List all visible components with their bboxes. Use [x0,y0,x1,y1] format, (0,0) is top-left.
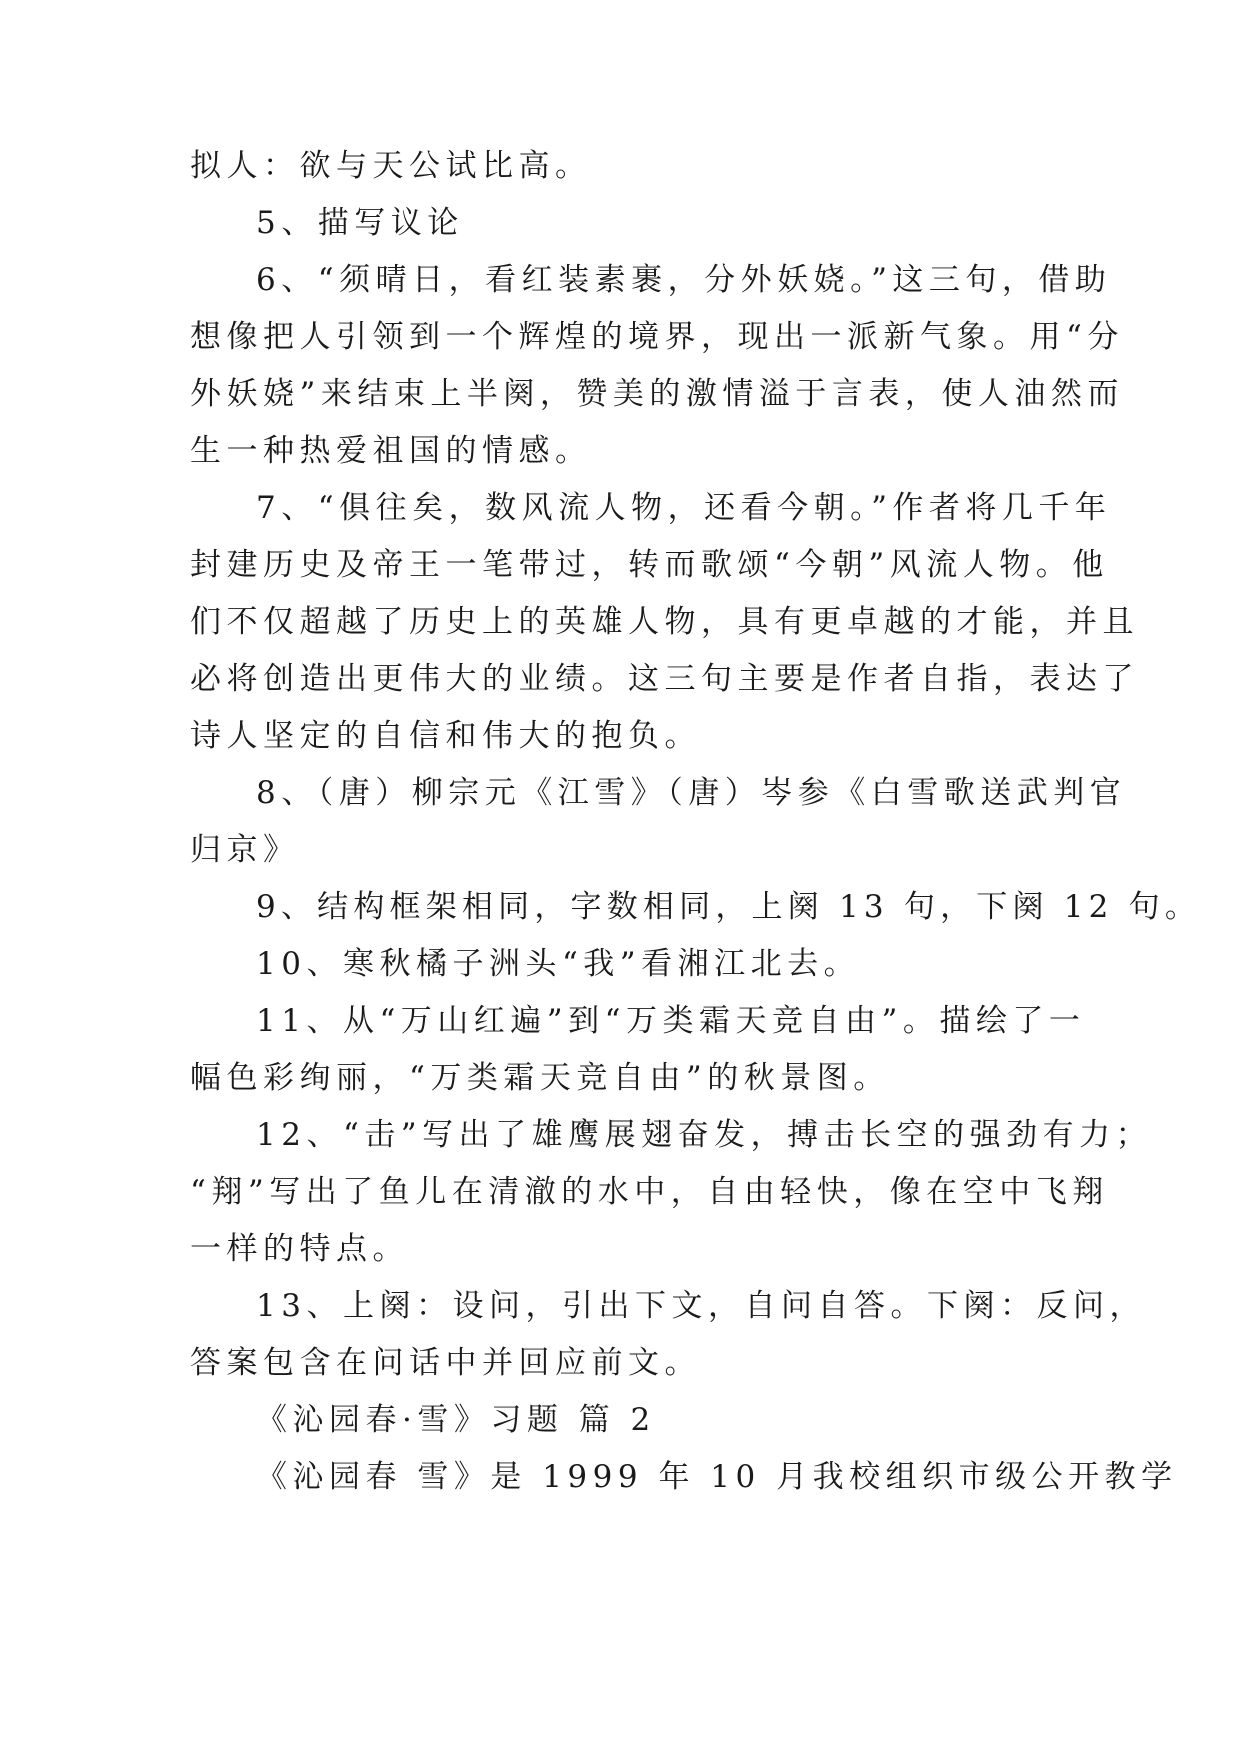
text-line: 9、结构框架相同，字数相同，上阕 13 句，下阕 12 句。 [256,889,1202,925]
text-line: 13、上阕：设问，引出下文，自问自答。下阕：反问， [256,1288,1146,1324]
text-line: 拟人：欲与天公试比高。 [190,148,592,184]
section-heading: 《沁园春·雪》习题 篇 2 [256,1402,656,1438]
text-line: 《沁园春 雪》是 1999 年 10 月我校组织市级公开教学 [256,1459,1178,1495]
text-line: 答案包含在问话中并回应前文。 [190,1345,701,1381]
text-line: 想像把人引领到一个辉煌的境界，现出一派新气象。用“分 [190,319,1124,355]
text-line: 10、寒秋橘子洲头“我”看湘江北去。 [256,946,861,982]
text-line: 6、“须晴日，看红装素裹，分外妖娆。”这三句，借助 [256,262,1112,298]
text-line: 归京》 [190,832,300,868]
text-line: 幅色彩绚丽，“万类霜天竞自由”的秋景图。 [190,1060,890,1096]
text-line: 7、“俱往矣，数风流人物，还看今朝。”作者将几千年 [256,490,1112,526]
text-line: 一样的特点。 [190,1231,409,1267]
text-line: 诗人坚定的自信和伟大的抱负。 [190,718,701,754]
text-line: “翔”写出了鱼儿在清澈的水中，自由轻快，像在空中飞翔 [190,1174,1109,1210]
text-line: 11、从“万山红遍”到“万类霜天竞自由”。描绘了一 [256,1003,1086,1039]
text-line: 外妖娆”来结束上半阕，赞美的激情溢于言表，使人油然而 [190,376,1124,412]
text-line: 生一种热爱祖国的情感。 [190,433,592,469]
text-line: 12、“击”写出了雄鹰展翅奋发，搏击长空的强劲有力； [256,1117,1153,1153]
text-line: 必将创造出更伟大的业绩。这三句主要是作者自指，表达了 [190,661,1139,697]
text-line: 8、（唐）柳宗元《江雪》（唐）岑参《白雪歌送武判官 [256,775,1127,811]
text-line: 5、描写议论 [256,205,464,241]
text-line: 们不仅超越了历史上的英雄人物，具有更卓越的才能，并且 [190,604,1139,640]
text-line: 封建历史及帝王一笔带过，转而歌颂“今朝”风流人物。他 [190,547,1109,583]
